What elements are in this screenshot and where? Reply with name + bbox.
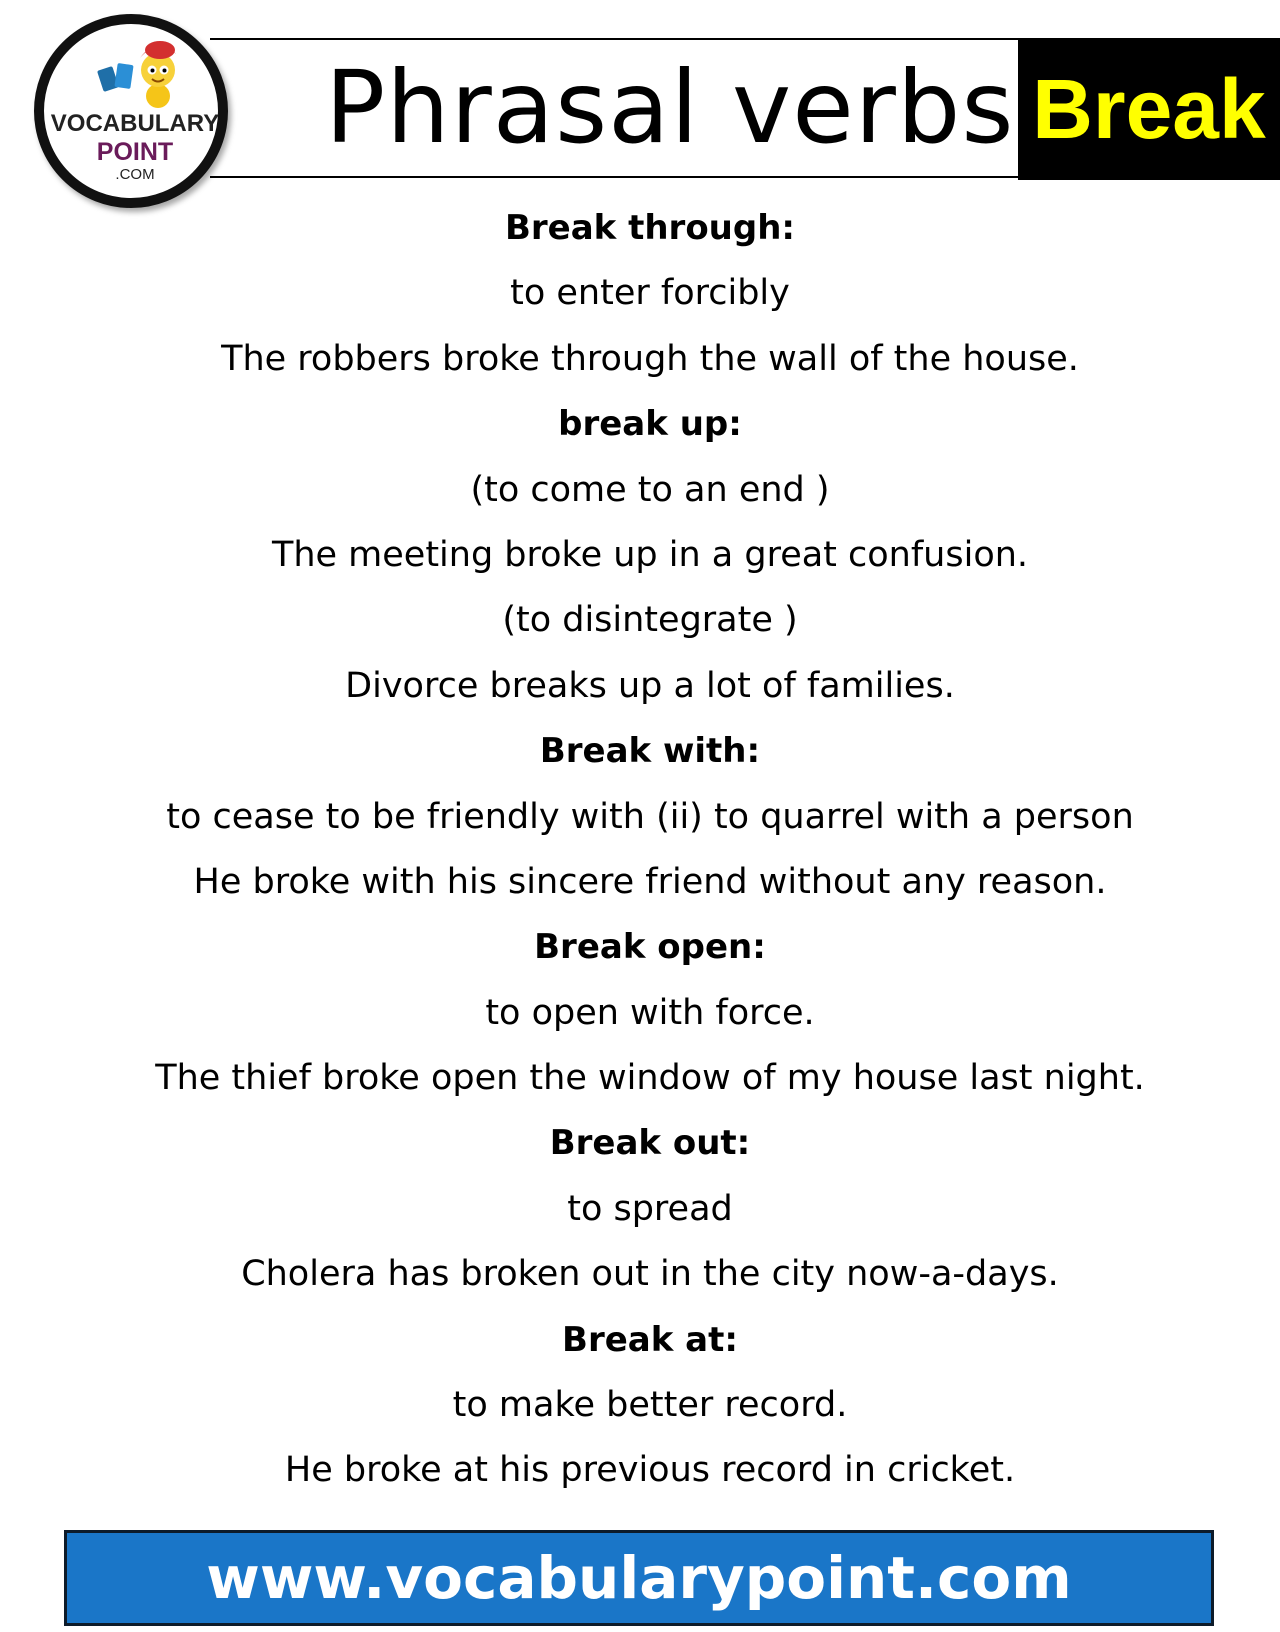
entry-heading: Break through: [504,208,796,248]
entry-heading: Break with: [539,731,761,772]
entry-example: Cholera has broken out in the city now-a-days. [241,1254,1059,1295]
entry-example: The robbers broke through the wall of the house. [221,338,1079,379]
entry-example: The meeting broke up in a great confusion. [271,534,1029,575]
title-badge [1018,38,1280,180]
entry-heading: Break out: [549,1123,751,1164]
entry-meaning: to enter forcibly [510,273,790,314]
footer-url[interactable]: www.vocabularypoint.com [206,1544,1072,1612]
entry-example: He broke with his sincere friend without any reason. [193,861,1107,902]
entry-meaning: to make better record. [452,1385,848,1426]
book-icon [97,63,134,92]
entry-example: Divorce breaks up a lot of families. [345,665,955,706]
cartoon-mascot-icon [88,30,198,112]
entry-heading: break up: [558,404,742,445]
entry-meaning: to cease to be friendly with (ii) to quarrel with a person [166,796,1134,837]
logo-text-com: .COM [115,166,155,183]
page-title: Phrasal verbs [325,49,1015,166]
entry-example: He broke at his previous record in cricket. [284,1450,1016,1491]
entry-example: The thief broke open the window of my house last night. [155,1058,1145,1099]
vocabulary-point-logo [30,10,238,218]
entry-meaning: (to come to an end ) [470,469,830,510]
footer-banner [64,1530,1214,1626]
logo-text-vocabulary: VOCABULARY [50,110,220,137]
logo-text-point: POINT [96,138,174,166]
entry-meaning: to spread [567,1188,733,1229]
title-badge-label: Break [1032,61,1266,156]
entry-meaning: (to disintegrate ) [502,600,798,641]
phrasal-verb-list [0,196,1280,1504]
entry-heading: Break at: [562,1319,738,1360]
entry-meaning: to open with force. [485,992,815,1033]
entry-heading: Break open: [534,927,766,968]
